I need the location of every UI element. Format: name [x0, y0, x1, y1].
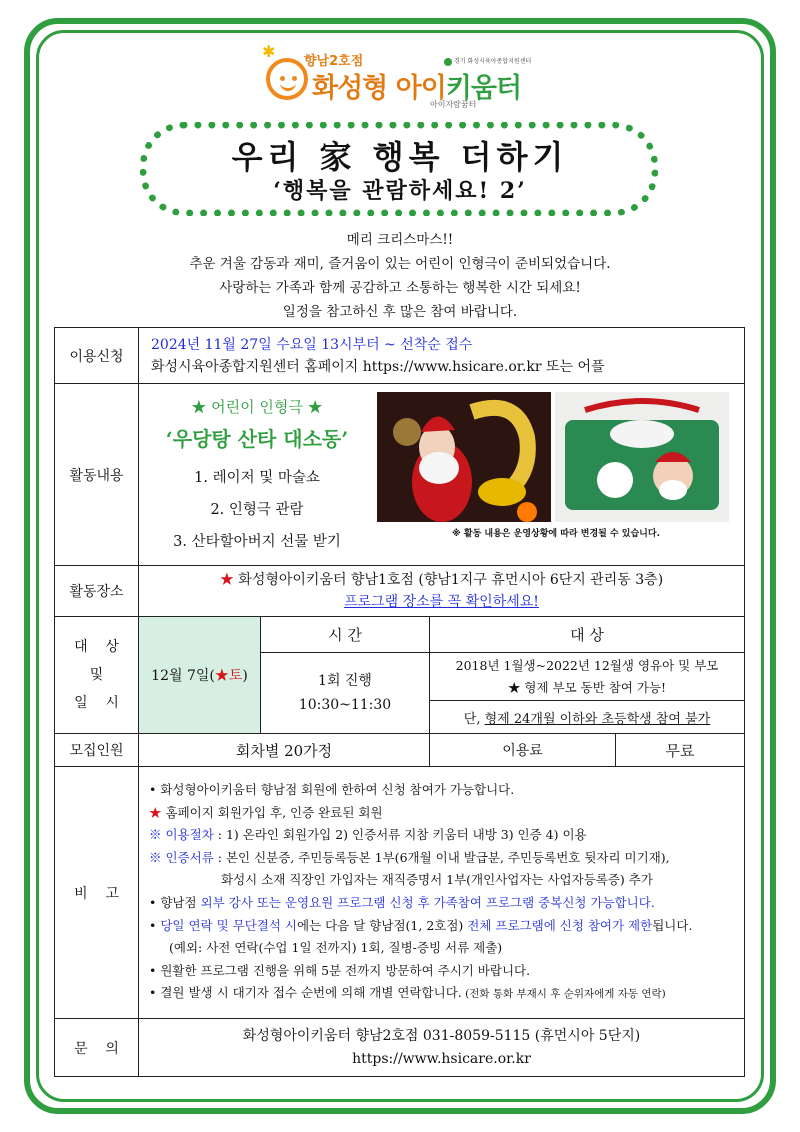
notes-content: [139, 767, 745, 1019]
note-line: • 화성형아이키움터 향남점 회원에 한하여 신청 참여가 가능합니다.: [149, 782, 515, 798]
smile-face-icon: [266, 58, 308, 100]
note-line: • 원활한 프로그램 진행을 위해 5분 전까지 방문하여 주시기 바랍니다.: [149, 962, 531, 978]
logo-subtitle: 아이자람꿈터: [430, 100, 477, 109]
note-line: • 결원 발생 시 대기자 접수 순번에 의해 개별 연락합니다. (전화 통화 부재시 후 순위자에게 자동 연락): [149, 985, 666, 1001]
intro-line: 메리 크리스마스!!: [346, 232, 454, 248]
schedule-label: 대 상 및 일 시: [55, 617, 139, 734]
note-line: • 향남점 외부 강사 또는 운영요원 프로그램 신청 후 가족참여 프로그램 중복신청 가능합니다.: [149, 895, 655, 910]
note-line: • 당일 연락 및 무단결석 시에는 다음 달 향남점(1, 2호점) 전체 프로그램에 신청 참여가 제한됩니다.: [149, 917, 693, 933]
notes-label: 비 고: [55, 767, 139, 1019]
kid-play-heading: ★ 어린이 인형극 ★: [191, 397, 323, 416]
contact-label: 문 의: [55, 1019, 139, 1077]
note-line: 화성시 소재 직장인 가입자는 재직증명서 1부(개인사업자는 사업자등록증) 추가: [221, 872, 653, 888]
gift-box-photo: [555, 392, 729, 522]
contact-phone: 화성형아이키움터 향남2호점 031-8059-5115 (휴먼시아 5단지): [242, 1027, 641, 1044]
place-address: 화성형아이키움터 향남1호점 (향남1지구 휴먼시아 6단지 관리동 3층): [233, 572, 664, 588]
place-info: [139, 566, 745, 617]
activity-item: 2. 인형극 관람: [210, 501, 304, 518]
place-check-link[interactable]: 프로그램 장소를 꼭 확인하세요!: [344, 594, 539, 610]
contact-url[interactable]: https://www.hsicare.or.kr: [352, 1050, 531, 1067]
schedule-target: 2018년 1월생~2022년 12월생 영유아 및 부모 ★ 형제 부모 동반 참여 가능!: [430, 653, 745, 701]
note-line: ※ 인증서류 : 본인 신분증, 주민등록등본 1부(6개월 이내 발급분, 주민등록번호 뒷자리 미기재),: [149, 849, 670, 865]
place-label: 활동장소: [55, 566, 139, 617]
intro-line: 사랑하는 가족과 함께 공감하고 소통하는 행복한 시간 되세요!: [219, 280, 581, 296]
apply-method: 화성시육아종합지원센터 홈페이지 https://www.hsicare.or.kr 또는 어플: [151, 358, 605, 375]
apply-label: 이용신청: [55, 328, 139, 384]
logo-branch: 향남2호점: [304, 54, 364, 69]
page-title: 우리 家 행복 더하기: [231, 138, 569, 176]
fee-value: 무료: [616, 734, 745, 767]
note-line: ※ 이용절차 : 1) 온라인 회원가입 2) 인증서류 지참 키움터 내방 3) 인증 4) 이용: [149, 827, 587, 843]
activity-label: 활동내용: [55, 384, 139, 566]
apply-date: 2024년 11월 27일 수요일 13시부터 ~ 선착순 접수: [151, 336, 473, 353]
partner-icon: [444, 58, 452, 66]
note-line: (예외: 사전 연락(수업 1일 전까지) 1회, 질병-증빙 서류 제출): [169, 940, 503, 956]
info-table: [54, 327, 745, 1077]
activity-item: 3. 산타할아버지 선물 받기: [173, 533, 341, 550]
fee-label: 이용료: [430, 734, 616, 767]
star-icon: ✱: [262, 42, 276, 61]
play-title: ‘우당탕 산타 대소동’: [165, 426, 349, 451]
partner-logo: 경기 화성시육아종합지원센터: [444, 56, 531, 66]
photo-note: ※ 활동 내용은 운영상황에 따라 변경될 수 있습니다.: [452, 528, 660, 539]
schedule-date: 12월 7일(★토): [139, 617, 261, 734]
recruit-label: 모집인원: [55, 734, 139, 767]
intro-line: 일정을 참고하신 후 많은 참여 바랍니다.: [282, 304, 518, 320]
santa-puppet-photo: [377, 392, 551, 522]
note-line: ★ 홈페이지 회원가입 후, 인증 완료된 회원: [149, 804, 383, 820]
activity-content: [139, 384, 745, 566]
contact-info: [139, 1019, 745, 1077]
time-header: 시 간: [261, 617, 430, 653]
schedule-restriction: 단, 형제 24개월 이하와 초등학생 참여 불가: [430, 701, 745, 734]
recruit-count: 회차별 20가정: [139, 734, 430, 767]
intro-line: 추운 겨울 감동과 재미, 즐거움이 있는 어린이 인형극이 준비되었습니다.: [189, 256, 611, 272]
logo-name: 화성형 아이키움터: [312, 73, 522, 104]
target-header: 대 상: [430, 617, 745, 653]
activity-item: 1. 레이저 및 마술쇼: [194, 469, 320, 486]
star-icon: ★: [219, 572, 234, 588]
apply-info: [139, 328, 745, 384]
intro-text: [0, 228, 800, 324]
schedule-time: 1회 진행 10:30~11:30: [261, 653, 430, 734]
page-subtitle: ‘행복을 관람하세요! 2’: [273, 178, 527, 204]
